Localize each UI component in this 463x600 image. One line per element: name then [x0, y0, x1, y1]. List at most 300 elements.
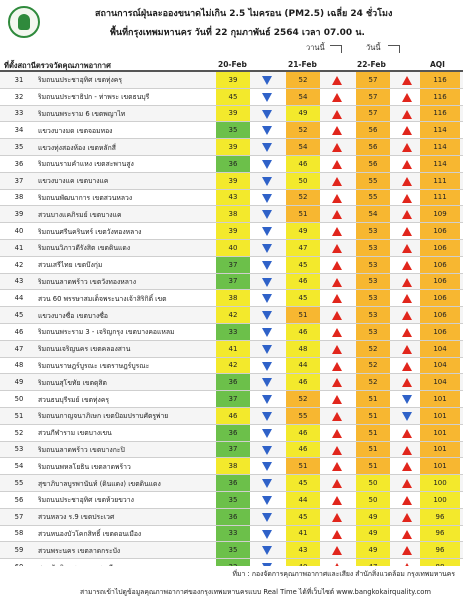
station-number: 44	[14, 294, 24, 303]
trend-down-icon	[262, 227, 272, 236]
table-row	[0, 122, 463, 139]
pm25-value-v3: 51	[356, 442, 390, 458]
trend-up-icon	[402, 328, 412, 337]
table-row	[0, 442, 463, 459]
station-name: ริมถนนประชาธิปก - ท่าพระ เขตธนบุรี	[38, 93, 150, 102]
aqi-value: 101	[420, 408, 460, 424]
source-note: ที่มา : กองจัดการคุณภาพอากาศและเสียง สำนักสิ่งแวดล้อม กรุงเทพมหานคร	[232, 570, 455, 578]
pm25-value-v1: 33	[216, 324, 250, 340]
station-number: 42	[14, 260, 24, 269]
aqi-value: 104	[420, 358, 460, 374]
table-row	[0, 156, 463, 173]
table-row	[0, 358, 463, 375]
trend-down-icon	[262, 143, 272, 152]
pm25-value-v1: 41	[216, 341, 250, 357]
station-name: สวนหนองบัวโคกสิทธิ์ เขตดอนเมือง	[38, 529, 142, 538]
table-body	[0, 72, 463, 576]
station-name: ริมถนนพระราม 3 - เจริญกรุง เขตบางคอแหลม	[38, 328, 175, 337]
station-name: สวน 60 พรรษาสมเด็จพระนางเจ้าสิริกิติ์ เขต	[38, 294, 167, 303]
pm25-value-v1: 39	[216, 72, 250, 88]
trend-down-icon	[262, 530, 272, 539]
trend-up-icon	[332, 311, 342, 320]
aqi-value: 106	[420, 290, 460, 306]
pm25-value-v1: 37	[216, 442, 250, 458]
table-row	[0, 509, 463, 526]
pm25-value-v1: 35	[216, 542, 250, 558]
pm25-value-v1: 38	[216, 458, 250, 474]
report-header	[0, 0, 463, 62]
trend-down-icon	[262, 412, 272, 421]
trend-down-icon	[262, 446, 272, 455]
station-name: ริมถนนลาดพร้าว เขตวังทองหลาง	[38, 277, 137, 286]
trend-down-icon	[262, 126, 272, 135]
table-row	[0, 324, 463, 341]
pm25-value-v2: 51	[286, 458, 320, 474]
trend-down-icon	[262, 210, 272, 219]
station-number: 52	[14, 428, 24, 437]
trend-up-icon	[332, 126, 342, 135]
aqi-value: 116	[420, 89, 460, 105]
trend-up-icon	[332, 143, 342, 152]
station-name: แขวงบางแค เขตบางแค	[38, 177, 109, 186]
aqi-value: 101	[420, 458, 460, 474]
station-name: สุขาภิบาลบูรพานันท์ (ดินแดง) เขตดินแดง	[38, 479, 161, 488]
trend-down-icon	[262, 513, 272, 522]
trend-down-icon	[262, 395, 272, 404]
pm25-value-v2: 46	[286, 442, 320, 458]
trend-up-icon	[332, 446, 342, 455]
pm25-value-v2: 49	[286, 223, 320, 239]
aqi-value: 106	[420, 274, 460, 290]
trend-down-icon	[262, 76, 272, 85]
aqi-value: 104	[420, 374, 460, 390]
today-pointer-icon	[388, 45, 400, 53]
pm25-value-v2: 44	[286, 492, 320, 508]
trend-up-icon	[332, 210, 342, 219]
aqi-value: 96	[420, 509, 460, 525]
trend-up-icon	[332, 244, 342, 253]
pm25-value-v3: 53	[356, 307, 390, 323]
pm25-value-v3: 53	[356, 290, 390, 306]
header-d3: 22-Feb	[357, 60, 386, 69]
pm25-value-v3: 57	[356, 89, 390, 105]
trend-up-icon	[402, 76, 412, 85]
pm25-value-v1: 45	[216, 89, 250, 105]
pm25-value-v2: 55	[286, 408, 320, 424]
station-number: 48	[14, 361, 24, 370]
trend-down-icon	[262, 261, 272, 270]
trend-up-icon	[332, 177, 342, 186]
pm25-value-v3: 55	[356, 173, 390, 189]
pm25-value-v2: 46	[286, 425, 320, 441]
pm25-value-v2: 50	[286, 173, 320, 189]
pm25-table	[0, 58, 463, 576]
station-number: 46	[14, 327, 24, 336]
trend-down-icon	[262, 177, 272, 186]
pm25-value-v2: 46	[286, 374, 320, 390]
pm25-value-v2: 51	[286, 307, 320, 323]
pm25-value-v1: 42	[216, 307, 250, 323]
station-name: ริมถนนศรีนครินทร์ เขตวังทองหลาง	[38, 227, 142, 236]
station-number: 40	[14, 227, 24, 236]
pm25-value-v3: 54	[356, 206, 390, 222]
table-row	[0, 223, 463, 240]
pm25-value-v2: 47	[286, 240, 320, 256]
header-aqi: AQI	[430, 60, 445, 69]
pm25-value-v3: 56	[356, 156, 390, 172]
trend-up-icon	[402, 546, 412, 555]
table-header	[0, 58, 463, 72]
trend-up-icon	[402, 143, 412, 152]
trend-up-icon	[402, 227, 412, 236]
trend-down-icon	[262, 110, 272, 119]
aqi-value: 114	[420, 122, 460, 138]
pm25-value-v3: 53	[356, 324, 390, 340]
station-number: 39	[14, 210, 24, 219]
station-number: 45	[14, 311, 24, 320]
pm25-value-v3: 51	[356, 425, 390, 441]
pm25-value-v2: 41	[286, 526, 320, 542]
table-row	[0, 475, 463, 492]
trend-up-icon	[402, 126, 412, 135]
station-number: 47	[14, 344, 24, 353]
trend-down-icon	[402, 412, 412, 421]
pm25-value-v3: 53	[356, 274, 390, 290]
header-d1: 20-Feb	[218, 60, 247, 69]
trend-up-icon	[332, 378, 342, 387]
trend-up-icon	[402, 160, 412, 169]
pm25-value-v1: 37	[216, 391, 250, 407]
trend-up-icon	[332, 345, 342, 354]
trend-up-icon	[332, 479, 342, 488]
report-footer	[0, 566, 463, 600]
aqi-value: 114	[420, 139, 460, 155]
station-name: สวนพระนคร เขตลาดกระบัง	[38, 546, 121, 555]
pm25-value-v3: 51	[356, 408, 390, 424]
aqi-value: 101	[420, 391, 460, 407]
trend-up-icon	[332, 412, 342, 421]
trend-up-icon	[332, 93, 342, 102]
station-name: แขวงทุ่งสองห้อง เขตหลักสี่	[38, 143, 116, 152]
pm25-value-v1: 39	[216, 223, 250, 239]
station-number: 43	[14, 277, 24, 286]
pm25-value-v3: 52	[356, 358, 390, 374]
table-row	[0, 526, 463, 543]
table-row	[0, 307, 463, 324]
yesterday-pointer-icon	[330, 45, 342, 53]
pm25-value-v1: 39	[216, 139, 250, 155]
trend-up-icon	[332, 194, 342, 203]
header-d2: 21-Feb	[288, 60, 317, 69]
trend-up-icon	[402, 244, 412, 253]
header-location: ที่ตั้งสถานีตรวจวัดคุณภาพอากาศ	[4, 61, 111, 70]
caption-today: วันนี้	[366, 43, 381, 52]
station-name: ริมถนนวิภาวดีรังสิต เขตดินแดง	[38, 244, 131, 253]
trend-up-icon	[402, 429, 412, 438]
pm25-value-v2: 54	[286, 89, 320, 105]
trend-up-icon	[332, 160, 342, 169]
station-name: ริมถนนกาญจนาภิเษก เขตป้อมปราบศัตรูพ่าย	[38, 412, 169, 421]
pm25-value-v1: 36	[216, 374, 250, 390]
trend-up-icon	[402, 210, 412, 219]
station-number: 41	[14, 243, 24, 252]
station-number: 54	[14, 462, 24, 471]
report-subtitle: พื้นที่กรุงเทพมหานคร วันที่ 22 กุมภาพันธ์ 2564 เวลา 07.00 น.	[110, 28, 365, 38]
aqi-value: 116	[420, 106, 460, 122]
aqi-value: 96	[420, 542, 460, 558]
trend-up-icon	[402, 378, 412, 387]
trend-up-icon	[402, 479, 412, 488]
trend-up-icon	[402, 110, 412, 119]
station-number: 32	[14, 92, 24, 101]
trend-up-icon	[332, 278, 342, 287]
pm25-value-v3: 53	[356, 223, 390, 239]
pm25-value-v3: 53	[356, 240, 390, 256]
station-name: ริมถนนประชาอุทิศ เขตห้วยขวาง	[38, 496, 134, 505]
website-note: สามารถเข้าไปดูข้อมูลคุณภาพอากาศของกรุงเทพมหานครแบบ Real Time ได้ที่เว็บไซต์ www.bangkokairquality.com	[80, 588, 431, 596]
table-row	[0, 190, 463, 207]
pm25-value-v2: 52	[286, 122, 320, 138]
trend-up-icon	[402, 345, 412, 354]
trend-down-icon	[262, 345, 272, 354]
aqi-value: 106	[420, 223, 460, 239]
pm25-value-v3: 56	[356, 139, 390, 155]
aqi-value: 100	[420, 492, 460, 508]
table-row	[0, 206, 463, 223]
pm25-value-v1: 39	[216, 106, 250, 122]
pm25-value-v2: 52	[286, 72, 320, 88]
pm25-value-v2: 46	[286, 274, 320, 290]
trend-down-icon	[262, 429, 272, 438]
trend-down-icon	[402, 395, 412, 404]
table-row	[0, 274, 463, 291]
station-name: สวนกีฬาราม เขตบางเขน	[38, 429, 112, 438]
pm25-value-v3: 55	[356, 190, 390, 206]
pm25-value-v1: 38	[216, 290, 250, 306]
trend-up-icon	[332, 110, 342, 119]
pm25-value-v1: 46	[216, 408, 250, 424]
station-number: 33	[14, 109, 24, 118]
trend-down-icon	[262, 496, 272, 505]
aqi-value: 106	[420, 307, 460, 323]
trend-up-icon	[332, 546, 342, 555]
pm25-value-v2: 54	[286, 139, 320, 155]
table-row	[0, 425, 463, 442]
station-name: สวนเสรีไทย เขตบึงกุ่ม	[38, 261, 103, 270]
trend-up-icon	[402, 93, 412, 102]
pm25-value-v1: 36	[216, 156, 250, 172]
aqi-value: 109	[420, 206, 460, 222]
pm25-value-v1: 33	[216, 526, 250, 542]
pm25-value-v3: 49	[356, 509, 390, 525]
aqi-value: 116	[420, 72, 460, 88]
pm25-value-v3: 50	[356, 492, 390, 508]
trend-down-icon	[262, 160, 272, 169]
station-number: 57	[14, 512, 24, 521]
station-number: 58	[14, 529, 24, 538]
pm25-value-v1: 36	[216, 475, 250, 491]
bma-logo	[8, 6, 40, 38]
station-name: สวนธนบุรีรมย์ เขตทุ่งครุ	[38, 395, 110, 404]
trend-up-icon	[332, 462, 342, 471]
trend-down-icon	[262, 311, 272, 320]
station-name: ริมถนนประชาอุทิศ เขตทุ่งครุ	[38, 76, 123, 85]
trend-down-icon	[262, 546, 272, 555]
pm25-value-v3: 57	[356, 106, 390, 122]
table-row	[0, 408, 463, 425]
station-name: สวนหลวง ร.9 เขตประเวศ	[38, 513, 115, 522]
aqi-value: 106	[420, 257, 460, 273]
trend-up-icon	[402, 194, 412, 203]
station-number: 36	[14, 159, 24, 168]
trend-up-icon	[332, 496, 342, 505]
station-number: 53	[14, 445, 24, 454]
pm25-value-v2: 49	[286, 106, 320, 122]
station-number: 35	[14, 143, 24, 152]
table-row	[0, 106, 463, 123]
aqi-value: 96	[420, 526, 460, 542]
aqi-value: 114	[420, 156, 460, 172]
trend-down-icon	[262, 93, 272, 102]
table-row	[0, 173, 463, 190]
trend-up-icon	[402, 462, 412, 471]
station-name: ริมถนนรามคำแหง เขตสะพานสูง	[38, 160, 134, 169]
station-name: ริมถนนลาดพร้าว เขตบางกะปิ	[38, 445, 125, 454]
trend-up-icon	[332, 261, 342, 270]
trend-up-icon	[402, 530, 412, 539]
trend-down-icon	[262, 278, 272, 287]
table-row	[0, 492, 463, 509]
station-name: ริมถนนเจริญนคร เขตคลองสาน	[38, 345, 131, 354]
pm25-value-v3: 49	[356, 526, 390, 542]
pm25-value-v2: 48	[286, 341, 320, 357]
trend-up-icon	[402, 261, 412, 270]
pm25-value-v3: 51	[356, 458, 390, 474]
pm25-value-v1: 39	[216, 173, 250, 189]
trend-down-icon	[262, 328, 272, 337]
table-row	[0, 374, 463, 391]
aqi-value: 104	[420, 341, 460, 357]
pm25-value-v1: 36	[216, 425, 250, 441]
trend-down-icon	[262, 194, 272, 203]
trend-up-icon	[402, 278, 412, 287]
trend-up-icon	[402, 446, 412, 455]
trend-up-icon	[332, 429, 342, 438]
pm25-value-v2: 46	[286, 156, 320, 172]
station-number: 38	[14, 193, 24, 202]
trend-down-icon	[262, 362, 272, 371]
pm25-value-v2: 44	[286, 358, 320, 374]
trend-up-icon	[332, 395, 342, 404]
table-row	[0, 391, 463, 408]
trend-up-icon	[332, 294, 342, 303]
table-row	[0, 89, 463, 106]
table-row	[0, 341, 463, 358]
pm25-value-v1: 35	[216, 122, 250, 138]
pm25-value-v1: 38	[216, 206, 250, 222]
trend-up-icon	[332, 362, 342, 371]
aqi-value: 106	[420, 324, 460, 340]
station-number: 31	[14, 75, 24, 84]
pm25-value-v3: 52	[356, 341, 390, 357]
station-number: 56	[14, 495, 24, 504]
pm25-value-v1: 37	[216, 274, 250, 290]
pm25-value-v3: 52	[356, 374, 390, 390]
report-title: สถานการณ์ฝุ่นละอองขนาดไม่เกิน 2.5 ไมครอน (PM2.5) เฉลี่ย 24 ชั่วโมง	[95, 9, 393, 19]
pm25-value-v3: 56	[356, 122, 390, 138]
station-number: 37	[14, 176, 24, 185]
pm25-value-v2: 52	[286, 391, 320, 407]
table-row	[0, 72, 463, 89]
pm25-value-v3: 49	[356, 542, 390, 558]
pm25-value-v2: 46	[286, 324, 320, 340]
aqi-value: 101	[420, 425, 460, 441]
table-row	[0, 139, 463, 156]
trend-up-icon	[402, 513, 412, 522]
pm25-value-v2: 43	[286, 542, 320, 558]
trend-up-icon	[332, 227, 342, 236]
trend-up-icon	[402, 294, 412, 303]
pm25-value-v3: 50	[356, 475, 390, 491]
table-row	[0, 257, 463, 274]
station-number: 49	[14, 378, 24, 387]
pm25-value-v2: 45	[286, 509, 320, 525]
pm25-value-v1: 43	[216, 190, 250, 206]
pm25-value-v1: 42	[216, 358, 250, 374]
pm25-value-v3: 51	[356, 391, 390, 407]
station-name: ริมถนนพหลโยธิน เขตลาดพร้าว	[38, 462, 131, 471]
trend-down-icon	[262, 244, 272, 253]
table-row	[0, 240, 463, 257]
pm25-value-v3: 57	[356, 72, 390, 88]
trend-up-icon	[332, 328, 342, 337]
trend-down-icon	[262, 479, 272, 488]
trend-up-icon	[402, 362, 412, 371]
trend-up-icon	[402, 496, 412, 505]
caption-yesterday: วานนี้	[306, 43, 325, 52]
station-name: ริมถนนพัฒนาการ เขตสวนหลวง	[38, 193, 133, 202]
pm25-value-v2: 45	[286, 290, 320, 306]
pm25-value-v1: 36	[216, 509, 250, 525]
pm25-value-v2: 45	[286, 475, 320, 491]
station-name: แขวงบางมด เขตจอมทอง	[38, 126, 113, 135]
station-name: สวนบางแคภิรมย์ เขตบางแค	[38, 210, 122, 219]
pm25-value-v1: 40	[216, 240, 250, 256]
table-row	[0, 542, 463, 559]
station-name: ริมถนนพระราม 6 เขตพญาไท	[38, 109, 126, 118]
trend-up-icon	[402, 311, 412, 320]
aqi-value: 100	[420, 475, 460, 491]
pm25-value-v1: 37	[216, 257, 250, 273]
station-name: ริมถนนสุโขทัย เขตดุสิต	[38, 378, 107, 387]
pm25-value-v1: 35	[216, 492, 250, 508]
aqi-value: 106	[420, 240, 460, 256]
pm25-value-v3: 53	[356, 257, 390, 273]
trend-down-icon	[262, 378, 272, 387]
trend-up-icon	[332, 76, 342, 85]
trend-down-icon	[262, 462, 272, 471]
pm25-value-v2: 45	[286, 257, 320, 273]
trend-up-icon	[402, 177, 412, 186]
aqi-value: 111	[420, 190, 460, 206]
station-number: 50	[14, 395, 24, 404]
station-number: 34	[14, 126, 24, 135]
station-number: 51	[14, 411, 24, 420]
trend-up-icon	[332, 530, 342, 539]
station-name: ริมถนนราษฎร์บูรณะ เขตราษฎร์บูรณะ	[38, 361, 150, 370]
aqi-value: 111	[420, 173, 460, 189]
station-name: แขวงบางซื่อ เขตบางซื่อ	[38, 311, 108, 320]
